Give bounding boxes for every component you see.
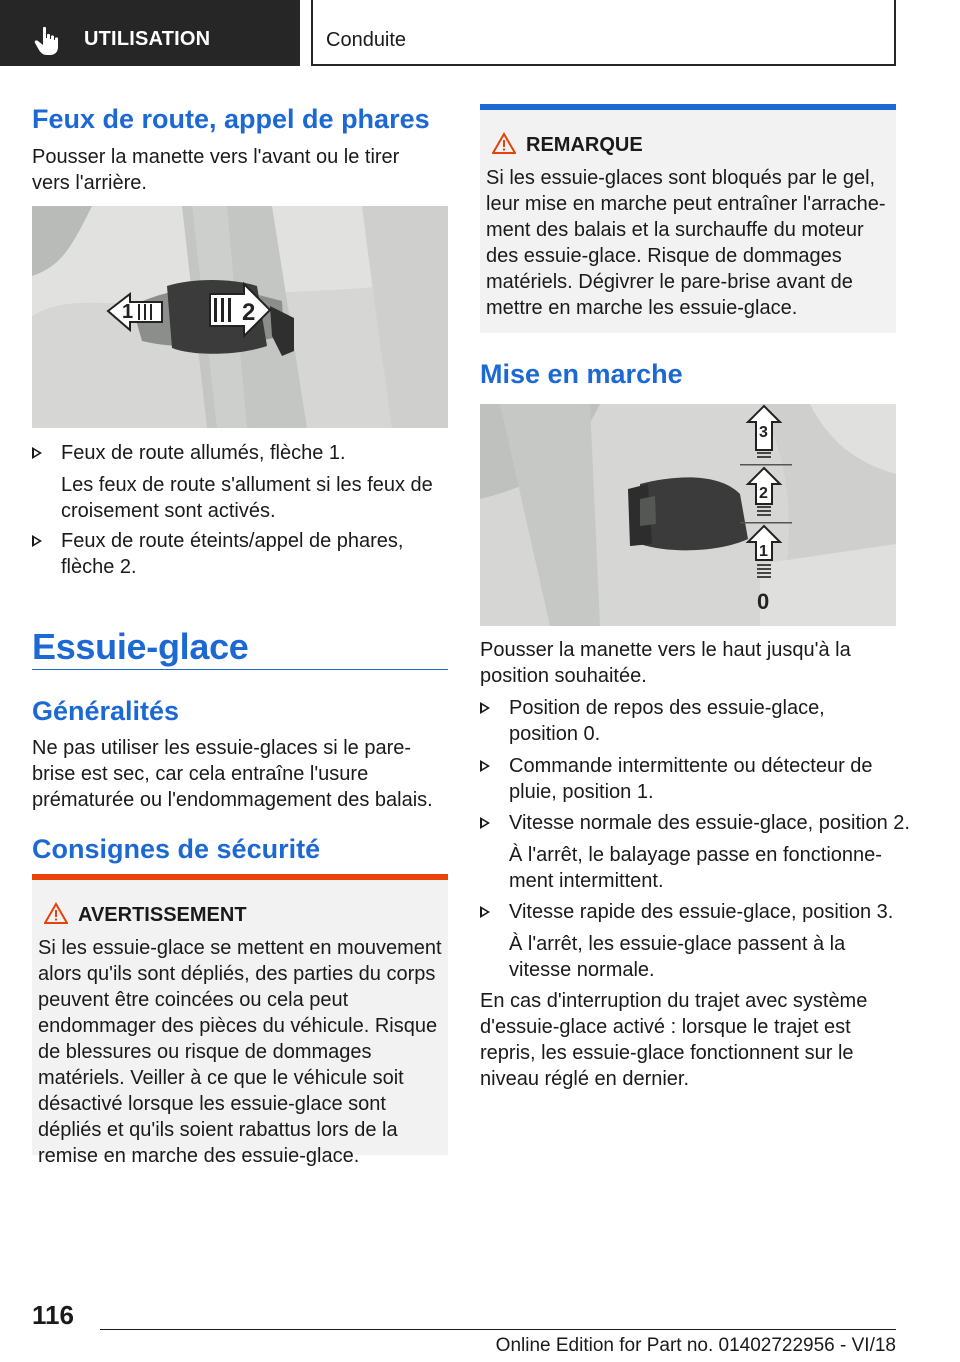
position-0-label: 0 (757, 589, 770, 614)
list-item (32, 440, 448, 466)
safety-heading: Consignes de sécurité (32, 834, 321, 864)
bullet-triangle-icon (480, 817, 490, 829)
hand-pointer-icon (34, 26, 62, 56)
footer-divider (100, 1329, 896, 1330)
note-title: REMARQUE (526, 134, 643, 156)
stalk-illustration (32, 206, 448, 428)
list-item (480, 810, 910, 836)
warning-text: Si les essuie-glace se mettent en mouvement alors qu'ils sont dépliés, des parties du corps peuvent être coincées ou cela peut endommager des pièces du véhicule. Risque de blessures ou risque de dommages matériels. Veiller à ce que le véhicule soit désactivé lorsque les essuie-glace sont dépliés et qu'ils soient rabattus lors de la remise en marche des essuie-glace. (38, 937, 442, 1167)
list-item-text: Vitesse normale des essuie-glace, position 2. (509, 812, 910, 834)
chapter-title: Essuie-glace (32, 626, 249, 667)
list-item-text: Commande intermittente ou détecteur de pluie, position 1. (509, 755, 873, 803)
header-chapter-label: Conduite (326, 29, 407, 51)
list-item (480, 695, 896, 747)
bullet-triangle-icon (480, 702, 490, 714)
switch-on-heading: Mise en marche (480, 359, 683, 389)
switch-on-intro: Pousser la manette vers le haut jusqu'à la position souhaitée. (480, 639, 851, 687)
chapter-divider (32, 669, 448, 670)
bullet-triangle-icon (480, 760, 490, 772)
general-heading: Généralités (32, 696, 180, 726)
svg-text:1: 1 (759, 543, 768, 560)
list-item-detail: À l'arrêt, le balayage passe en fonctionnement intermittent. (509, 844, 882, 892)
wiper-stalk-figure (480, 404, 896, 626)
warning-triangle-icon (492, 132, 516, 154)
list-item (480, 753, 896, 805)
closing-text: En cas d'interruption du trajet avec système d'essuie-glace activé : lorsque le trajet est repris, les essuie-glace fonctionnent sur le niveau réglé en dernier. (480, 990, 868, 1090)
note-bar (480, 104, 896, 110)
list-item-text: Vitesse rapide des essuie-glace, position 3. (509, 901, 894, 923)
note-box (480, 104, 896, 333)
high-beam-figure (32, 206, 448, 428)
high-beam-heading: Feux de route, appel de phares (32, 104, 430, 134)
wiper-illustration (480, 404, 896, 626)
note-text: Si les essuie-glaces sont bloqués par le gel, leur mise en marche peut entraîner l'arrachement des balais et la surchauffe du moteur des essuie-glace. Risque de dommages matériels. Dégivrer le pare-brise avant de mettre en marche les essuie-glace. (486, 167, 886, 319)
list-item-detail: Les feux de route s'allument si les feux de croisement sont activés. (61, 474, 433, 522)
list-item (32, 528, 448, 580)
bullet-triangle-icon (32, 447, 42, 459)
list-item-text: Feux de route allumés, flèche 1. (61, 442, 346, 464)
arrow-label-1: 1 (122, 301, 134, 323)
warning-box (32, 874, 448, 1167)
header-section-tab (0, 0, 300, 66)
warning-triangle-icon (44, 902, 68, 924)
header-section-label: UTILISATION (84, 28, 211, 50)
list-item-text: Position de repos des essuie-glace, position 0. (509, 697, 825, 745)
arrow-label-2: 2 (242, 299, 256, 326)
high-beam-intro: Pousser la manette vers l'avant ou le tirer vers l'arrière. (32, 146, 400, 194)
svg-text:3: 3 (759, 424, 768, 441)
page-number: 116 (32, 1300, 74, 1330)
svg-text:2: 2 (759, 485, 768, 502)
general-text: Ne pas utiliser les essuie-glaces si le pare-brise est sec, car cela entraîne l'usure prématurée ou l'endommagement des balais. (32, 737, 433, 811)
bullet-triangle-icon (32, 535, 42, 547)
warning-title: AVERTISSEMENT (78, 904, 247, 926)
list-item-detail: À l'arrêt, les essuie-glace passent à la vitesse normale. (509, 933, 846, 981)
list-item (480, 899, 896, 925)
bullet-triangle-icon (480, 906, 490, 918)
list-item-text: Feux de route éteints/appel de phares, flèche 2. (61, 530, 404, 578)
warning-bar (32, 874, 448, 880)
edition-info: Online Edition for Part no. 01402722956 - VI/18 (495, 1335, 896, 1356)
